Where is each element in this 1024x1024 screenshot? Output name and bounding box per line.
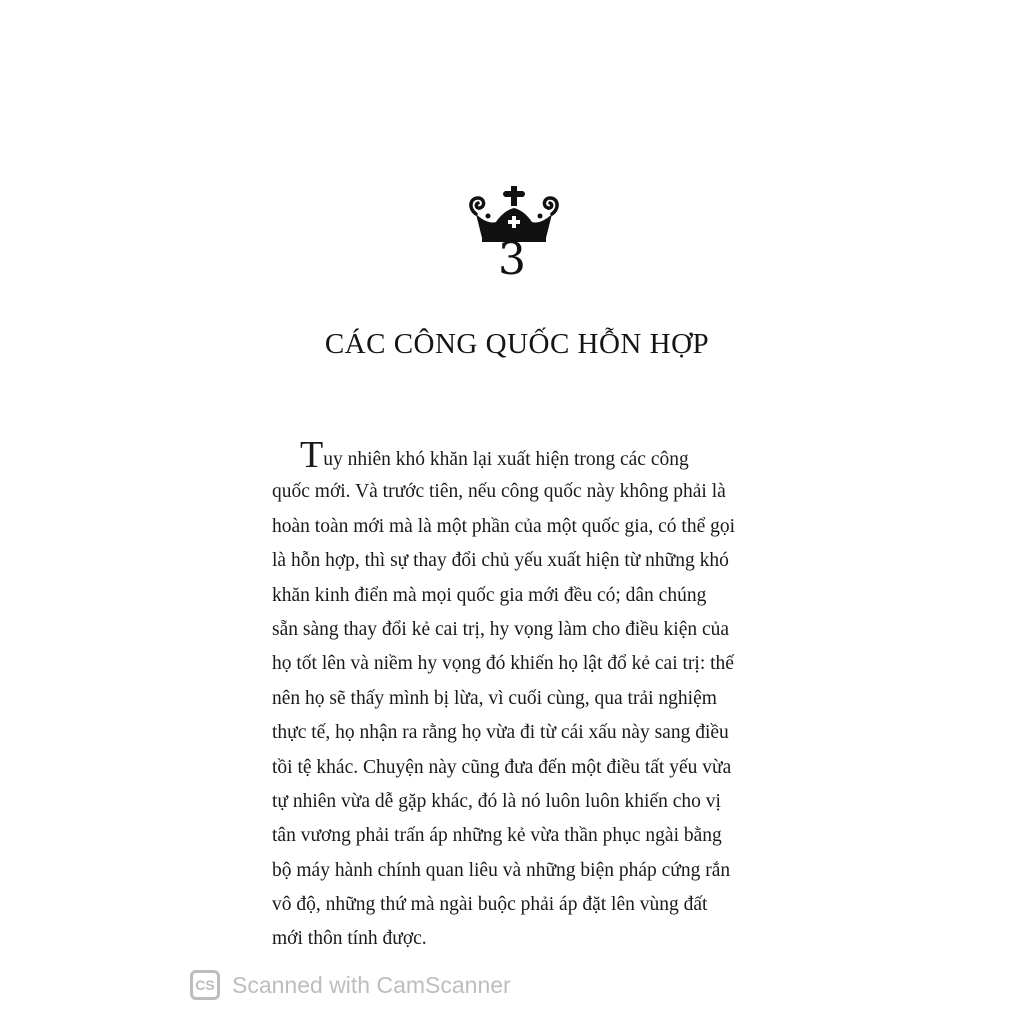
- paragraph-line: bộ máy hành chính quan liêu và những biện pháp cứng rắn: [272, 859, 731, 881]
- watermark-text: Scanned with CamScanner: [232, 971, 511, 998]
- paragraph-line: thực tế, họ nhận ra rằng họ vừa đi từ cái xấu này sang điều: [272, 722, 729, 744]
- chapter-body: [272, 434, 792, 957]
- drop-cap: T: [300, 434, 324, 476]
- paragraph-line: họ tốt lên và niềm hy vọng đó khiến họ lật đổ kẻ cai trị: thế: [272, 653, 734, 675]
- camscanner-logo-icon: CS: [190, 970, 220, 1000]
- paragraph-line: hoàn toàn mới mà là một phần của một quốc gia, có thể gọi: [272, 515, 736, 537]
- paragraph-line: khăn kinh điển mà mọi quốc gia mới đều có; dân chúng: [272, 584, 707, 606]
- paragraph-line: tồi tệ khác. Chuyện này cũng đưa đến một điều tất yếu vừa: [272, 756, 732, 778]
- paragraph-line: tự nhiên vừa dễ gặp khác, đó là nó luôn luôn khiến cho vị: [272, 790, 721, 812]
- paragraph-line: nên họ sẽ thấy mình bị lừa, vì cuối cùng, qua trải nghiệm: [272, 687, 717, 709]
- chapter-number: 3: [498, 234, 526, 285]
- paragraph-line: tân vương phải trấn áp những kẻ vừa thần phục ngài bằng: [272, 825, 722, 847]
- paragraph-line: sẵn sàng thay đổi kẻ cai trị, hy vọng làm cho điều kiện của: [272, 618, 730, 640]
- chapter-title: CÁC CÔNG QUỐC HỖN HỢP: [324, 328, 710, 360]
- paragraph-line: quốc mới. Và trước tiên, nếu công quốc này không phải là: [272, 481, 726, 503]
- paragraph-line: mới thôn tính được.: [272, 928, 427, 950]
- scanner-watermark: [190, 966, 511, 1004]
- paragraph-line: vô độ, những thứ mà ngài buộc phải áp đặt lên vùng đất: [272, 894, 708, 916]
- paragraph-line: [272, 434, 792, 476]
- line-text: uy nhiên khó khăn lại xuất hiện trong các công: [323, 449, 689, 470]
- paragraph-line: là hỗn hợp, thì sự thay đổi chủ yếu xuất hiện từ những khó: [272, 550, 729, 572]
